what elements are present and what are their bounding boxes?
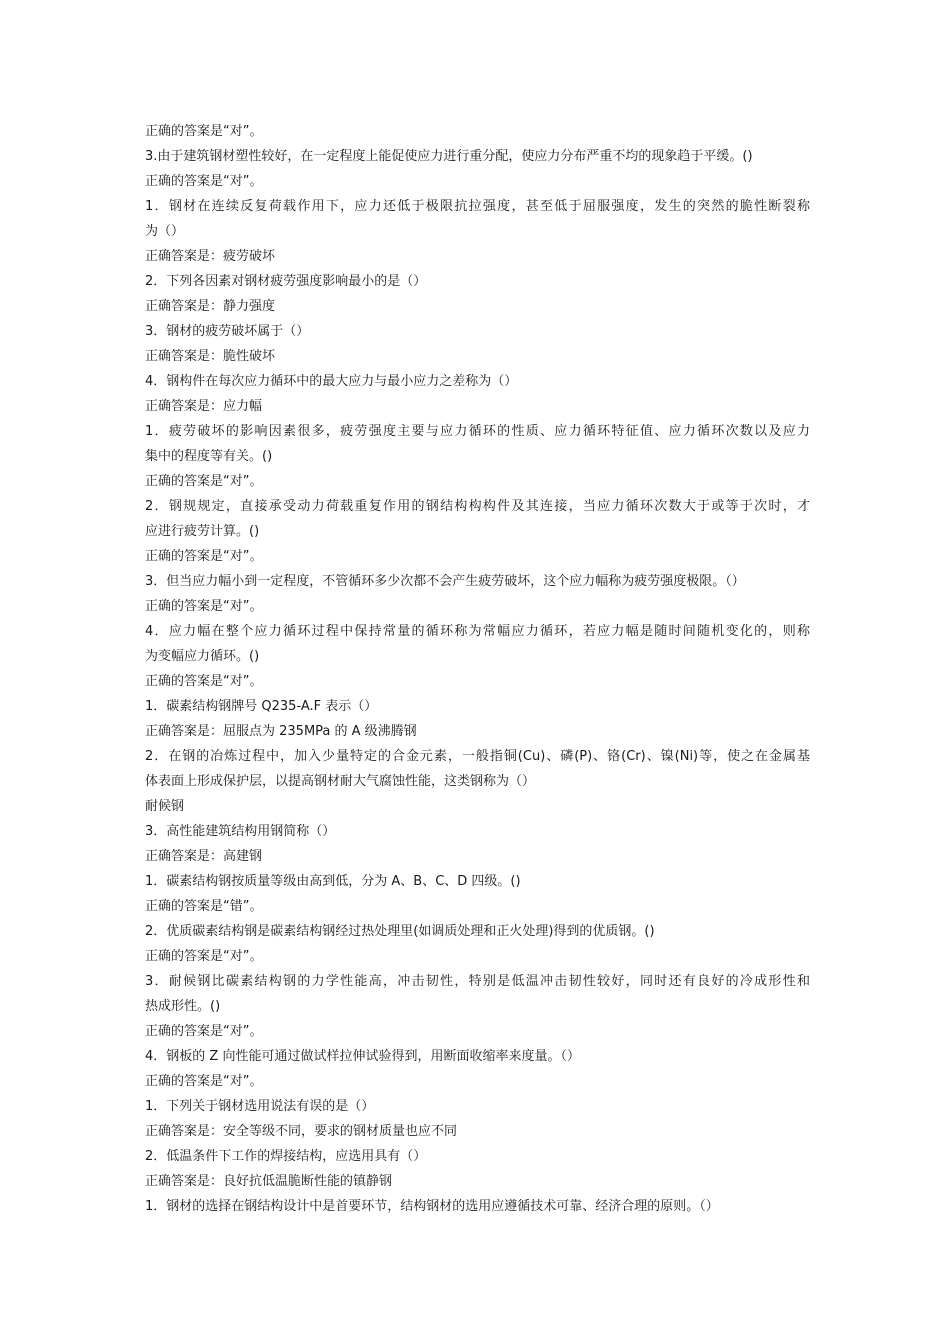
text-line: 正确的答案是“对”。	[145, 174, 263, 189]
text-line: 2．在钢的冶炼过程中，加入少量特定的合金元素，一般指铜(Cu)、磷(P)、铬(Cr)、镍(Ni)等，使之在金属基	[145, 749, 810, 764]
text-line: 正确答案是：脆性破坏	[145, 349, 276, 364]
text-line: 正确答案是：应力幅	[145, 399, 263, 414]
text-line: 正确的答案是“对”。	[145, 474, 263, 489]
text-line: 2．优质碳素结构钢是碳素结构钢经过热处理里(如调质处理和正火处理)得到的优质钢。()	[145, 924, 655, 939]
text-line: 正确的答案是“对”。	[145, 949, 263, 964]
text-line: 1．碳素结构钢按质量等级由高到低，分为 A、B、C、D 四级。()	[145, 874, 521, 889]
text-line: 2．低温条件下工作的焊接结构，应选用具有（）	[145, 1149, 427, 1164]
text-line: 正确的答案是“对”。	[145, 549, 263, 564]
text-line: 3．但当应力幅小到一定程度，不管循环多少次都不会产生疲劳破坏，这个应力幅称为疲劳强度极限。（）	[145, 574, 745, 589]
text-line: 正确答案是：良好抗低温脆断性能的镇静钢	[145, 1174, 393, 1189]
text-line: 耐候钢	[145, 799, 185, 814]
text-line: 热成形性。()	[145, 999, 221, 1014]
text-line: 正确的答案是“对”。	[145, 1074, 263, 1089]
text-line: 1．疲劳破坏的影响因素很多，疲劳强度主要与应力循环的性质、应力循环特征值、应力循环次数以及应力	[145, 424, 810, 439]
text-line: 1．钢材在连续反复荷载作用下，应力还低于极限抗拉强度，甚至低于屈服强度，发生的突然的脆性断裂称	[145, 199, 810, 214]
text-line: 正确的答案是“错”。	[145, 899, 263, 914]
text-line: 正确答案是：安全等级不同，要求的钢材质量也应不同	[145, 1124, 458, 1139]
text-line: 3．耐候钢比碳素结构钢的力学性能高，冲击韧性，特别是低温冲击韧性较好，同时还有良好的冷成形性和	[145, 974, 810, 989]
text-line: 体表面上形成保护层，以提高钢材耐大气腐蚀性能，这类钢称为（）	[145, 774, 536, 789]
text-line: 3．钢材的疲劳破坏属于（）	[145, 324, 310, 339]
text-line: 正确答案是：静力强度	[145, 299, 276, 314]
text-line: 4．应力幅在整个应力循环过程中保持常量的循环称为常幅应力循环，若应力幅是随时间随机变化的，则称	[145, 624, 810, 639]
text-line: 正确的答案是“对”。	[145, 1024, 263, 1039]
text-line: 正确答案是：屈服点为 235MPa 的 A 级沸腾钢	[145, 724, 417, 739]
text-line: 1．钢材的选择在钢结构设计中是首要环节，结构钢材的选用应遵循技术可靠、经济合理的原则。（）	[145, 1199, 719, 1214]
text-line: 3．高性能建筑结构用钢简称（）	[145, 824, 336, 839]
text-line: 为（）	[145, 224, 185, 239]
text-line: 3.由于建筑钢材塑性较好，在一定程度上能促使应力进行重分配，使应力分布严重不均的现象趋于平缓。()	[145, 149, 753, 164]
text-line: 正确答案是：高建钢	[145, 849, 263, 864]
text-line: 集中的程度等有关。()	[145, 449, 273, 464]
text-line: 4．钢构件在每次应力循环中的最大应力与最小应力之差称为（）	[145, 374, 518, 389]
text-line: 为变幅应力循环。()	[145, 649, 260, 664]
text-line: 正确的答案是“对”。	[145, 599, 263, 614]
text-line: 2．下列各因素对钢材疲劳强度影响最小的是（）	[145, 274, 427, 289]
document-body	[145, 119, 810, 1219]
text-line: 正确的答案是“对”。	[145, 674, 263, 689]
text-line: 1．下列关于钢材选用说法有误的是（）	[145, 1099, 375, 1114]
text-line: 正确的答案是“对”。	[145, 124, 263, 139]
text-line: 应进行疲劳计算。()	[145, 524, 260, 539]
text-line: 4．钢板的 Z 向性能可通过做试样拉伸试验得到，用断面收缩率来度量。（）	[145, 1049, 580, 1064]
text-line: 2．钢规规定，直接承受动力荷载重复作用的钢结构构构件及其连接，当应力循环次数大于或等于次时，才	[145, 499, 810, 514]
text-line: 1．碳素结构钢牌号 Q235-A.F 表示（）	[145, 699, 378, 714]
text-line: 正确答案是：疲劳破坏	[145, 249, 276, 264]
